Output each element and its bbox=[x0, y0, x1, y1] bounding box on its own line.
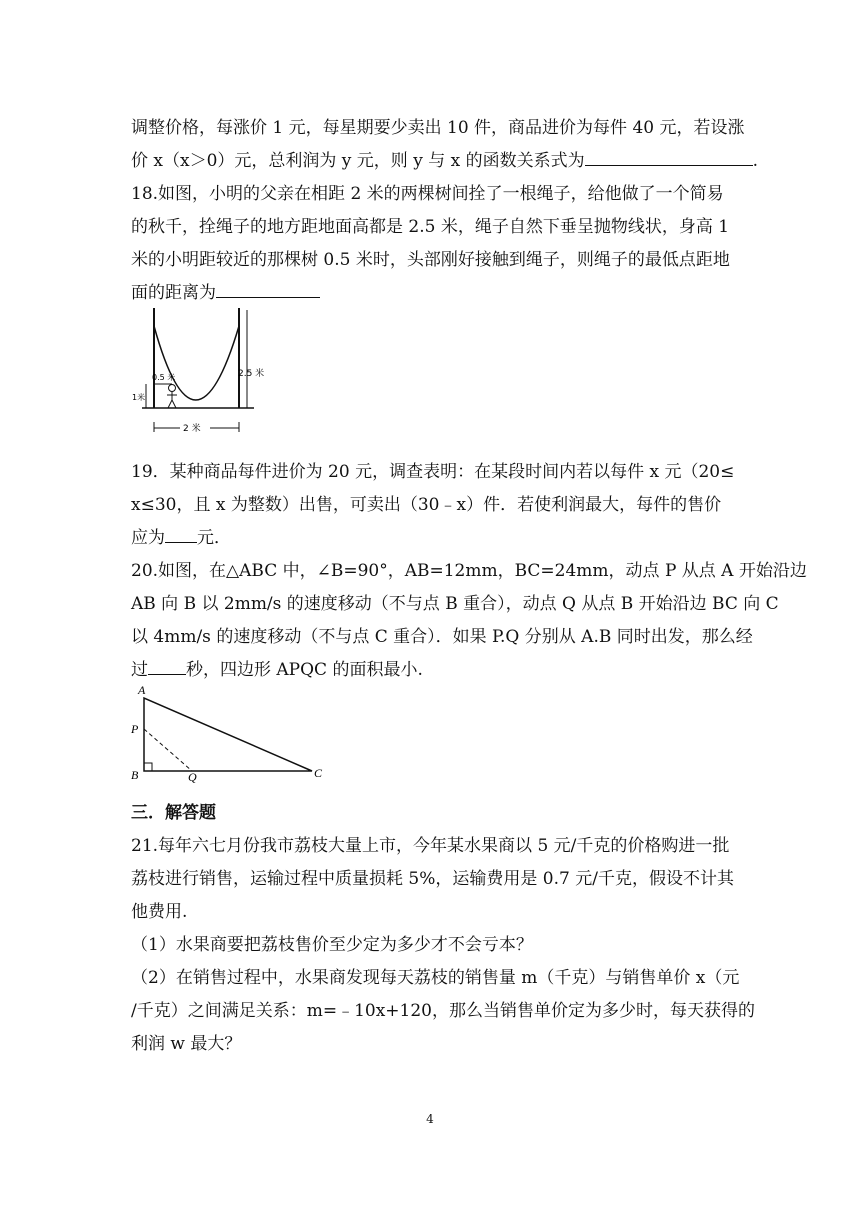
q19-line-2: x≤30，且 x 为整数）出售，可卖出（30﹣x）件．若使利润最大，每件的售价 bbox=[131, 495, 722, 515]
label-a: A bbox=[138, 683, 146, 697]
label-q: Q bbox=[188, 770, 197, 784]
q21-sub-2-line-3: 利润 w 最大？ bbox=[131, 1034, 242, 1054]
q20-line-4 bbox=[131, 655, 423, 680]
label-0-5: 0.5 米 bbox=[152, 373, 176, 382]
q18-line-1: 18.如图，小明的父亲在相距 2 米的两棵树间拴了一根绳子，给他做了一个简易 bbox=[131, 184, 724, 204]
triangle-figure bbox=[130, 682, 340, 782]
q17-answer-blank bbox=[585, 150, 753, 166]
q21-sub-1: （1）水果商要把荔枝售价至少定为多少才不会亏本？ bbox=[131, 935, 533, 955]
q18-line-2: 的秋千，拴绳子的地方距地面高都是 2.5 米，绳子自然下垂呈抛物线状，身高 1 bbox=[131, 217, 730, 237]
q18-text: 面的距离为 bbox=[131, 283, 216, 303]
q19-line-1: 19．某种商品每件进价为 20 元，调查表明：在某段时间内若以每件 x 元（20≤ bbox=[131, 462, 735, 482]
person-figure bbox=[167, 385, 177, 409]
q17-text: 价 x（x＞0）元，总利润为 y 元，则 y 与 x 的函数关系式为 bbox=[131, 151, 585, 171]
q20-line-1: 20.如图，在△ABC 中，∠B=90°，AB=12mm，BC=24mm，动点 P 从点 A 开始沿边 bbox=[131, 561, 807, 581]
q20-line-3: 以 4mm/s 的速度移动（不与点 C 重合）．如果 P.Q 分别从 A.B 同时出发，那么经 bbox=[131, 627, 753, 647]
q21-line-3: 他费用. bbox=[131, 902, 188, 922]
label-2: 2 米 bbox=[183, 424, 201, 434]
q21-sub-2-line-1: （2）在销售过程中，水果商发现每天荔枝的销售量 m（千克）与销售单价 x（元 bbox=[131, 968, 740, 988]
q18-line-3: 米的小明距较近的那棵树 0.5 米时，头部刚好接触到绳子，则绳子的最低点距地 bbox=[131, 250, 730, 270]
q21-line-1: 21.每年六七月份我市荔枝大量上市，今年某水果商以 5 元/千克的价格购进一批 bbox=[131, 836, 730, 856]
q21-sub-2-line-2: /千克）之间满足关系：m=﹣10x+120，那么当销售单价定为多少时，每天获得的 bbox=[131, 1001, 756, 1021]
q19-line-3 bbox=[131, 523, 231, 548]
q19-text-b: 元． bbox=[197, 528, 231, 548]
q17-line-2 bbox=[131, 146, 758, 171]
q18-line-4 bbox=[131, 278, 320, 303]
q20-line-2: AB 向 B 以 2mm/s 的速度移动（不与点 B 重合），动点 Q 从点 B 开始沿边 BC 向 C bbox=[131, 594, 779, 614]
page-number: 4 bbox=[426, 1112, 434, 1126]
q20-answer-blank bbox=[148, 659, 186, 675]
label-b: B bbox=[131, 768, 139, 782]
label-p: P bbox=[131, 722, 139, 736]
segment-pq bbox=[144, 729, 192, 771]
label-c: C bbox=[314, 766, 323, 780]
q19-answer-blank bbox=[165, 527, 197, 543]
q19-text-a: 应为 bbox=[131, 528, 165, 548]
triangle-abc bbox=[144, 698, 312, 771]
q20-text-b: 秒，四边形 APQC 的面积最小. bbox=[186, 660, 423, 680]
right-angle-mark bbox=[144, 763, 152, 771]
q20-text-a: 过 bbox=[131, 660, 148, 680]
q17-period: . bbox=[752, 151, 759, 171]
section-title: 三．解答题 bbox=[131, 803, 216, 823]
rope-parabola bbox=[154, 326, 239, 400]
label-2-5: 2.5 米 bbox=[238, 369, 265, 379]
q17-line-1: 调整价格，每涨价 1 元，每星期要少卖出 10 件，商品进价为每件 40 元，若设涨 bbox=[131, 118, 745, 138]
swing-figure bbox=[132, 304, 270, 434]
label-1: 1米 bbox=[132, 393, 146, 402]
q18-answer-blank bbox=[216, 282, 320, 298]
q21-line-2: 荔枝进行销售，运输过程中质量损耗 5%，运输费用是 0.7 元/千克，假设不计其 bbox=[131, 869, 734, 889]
